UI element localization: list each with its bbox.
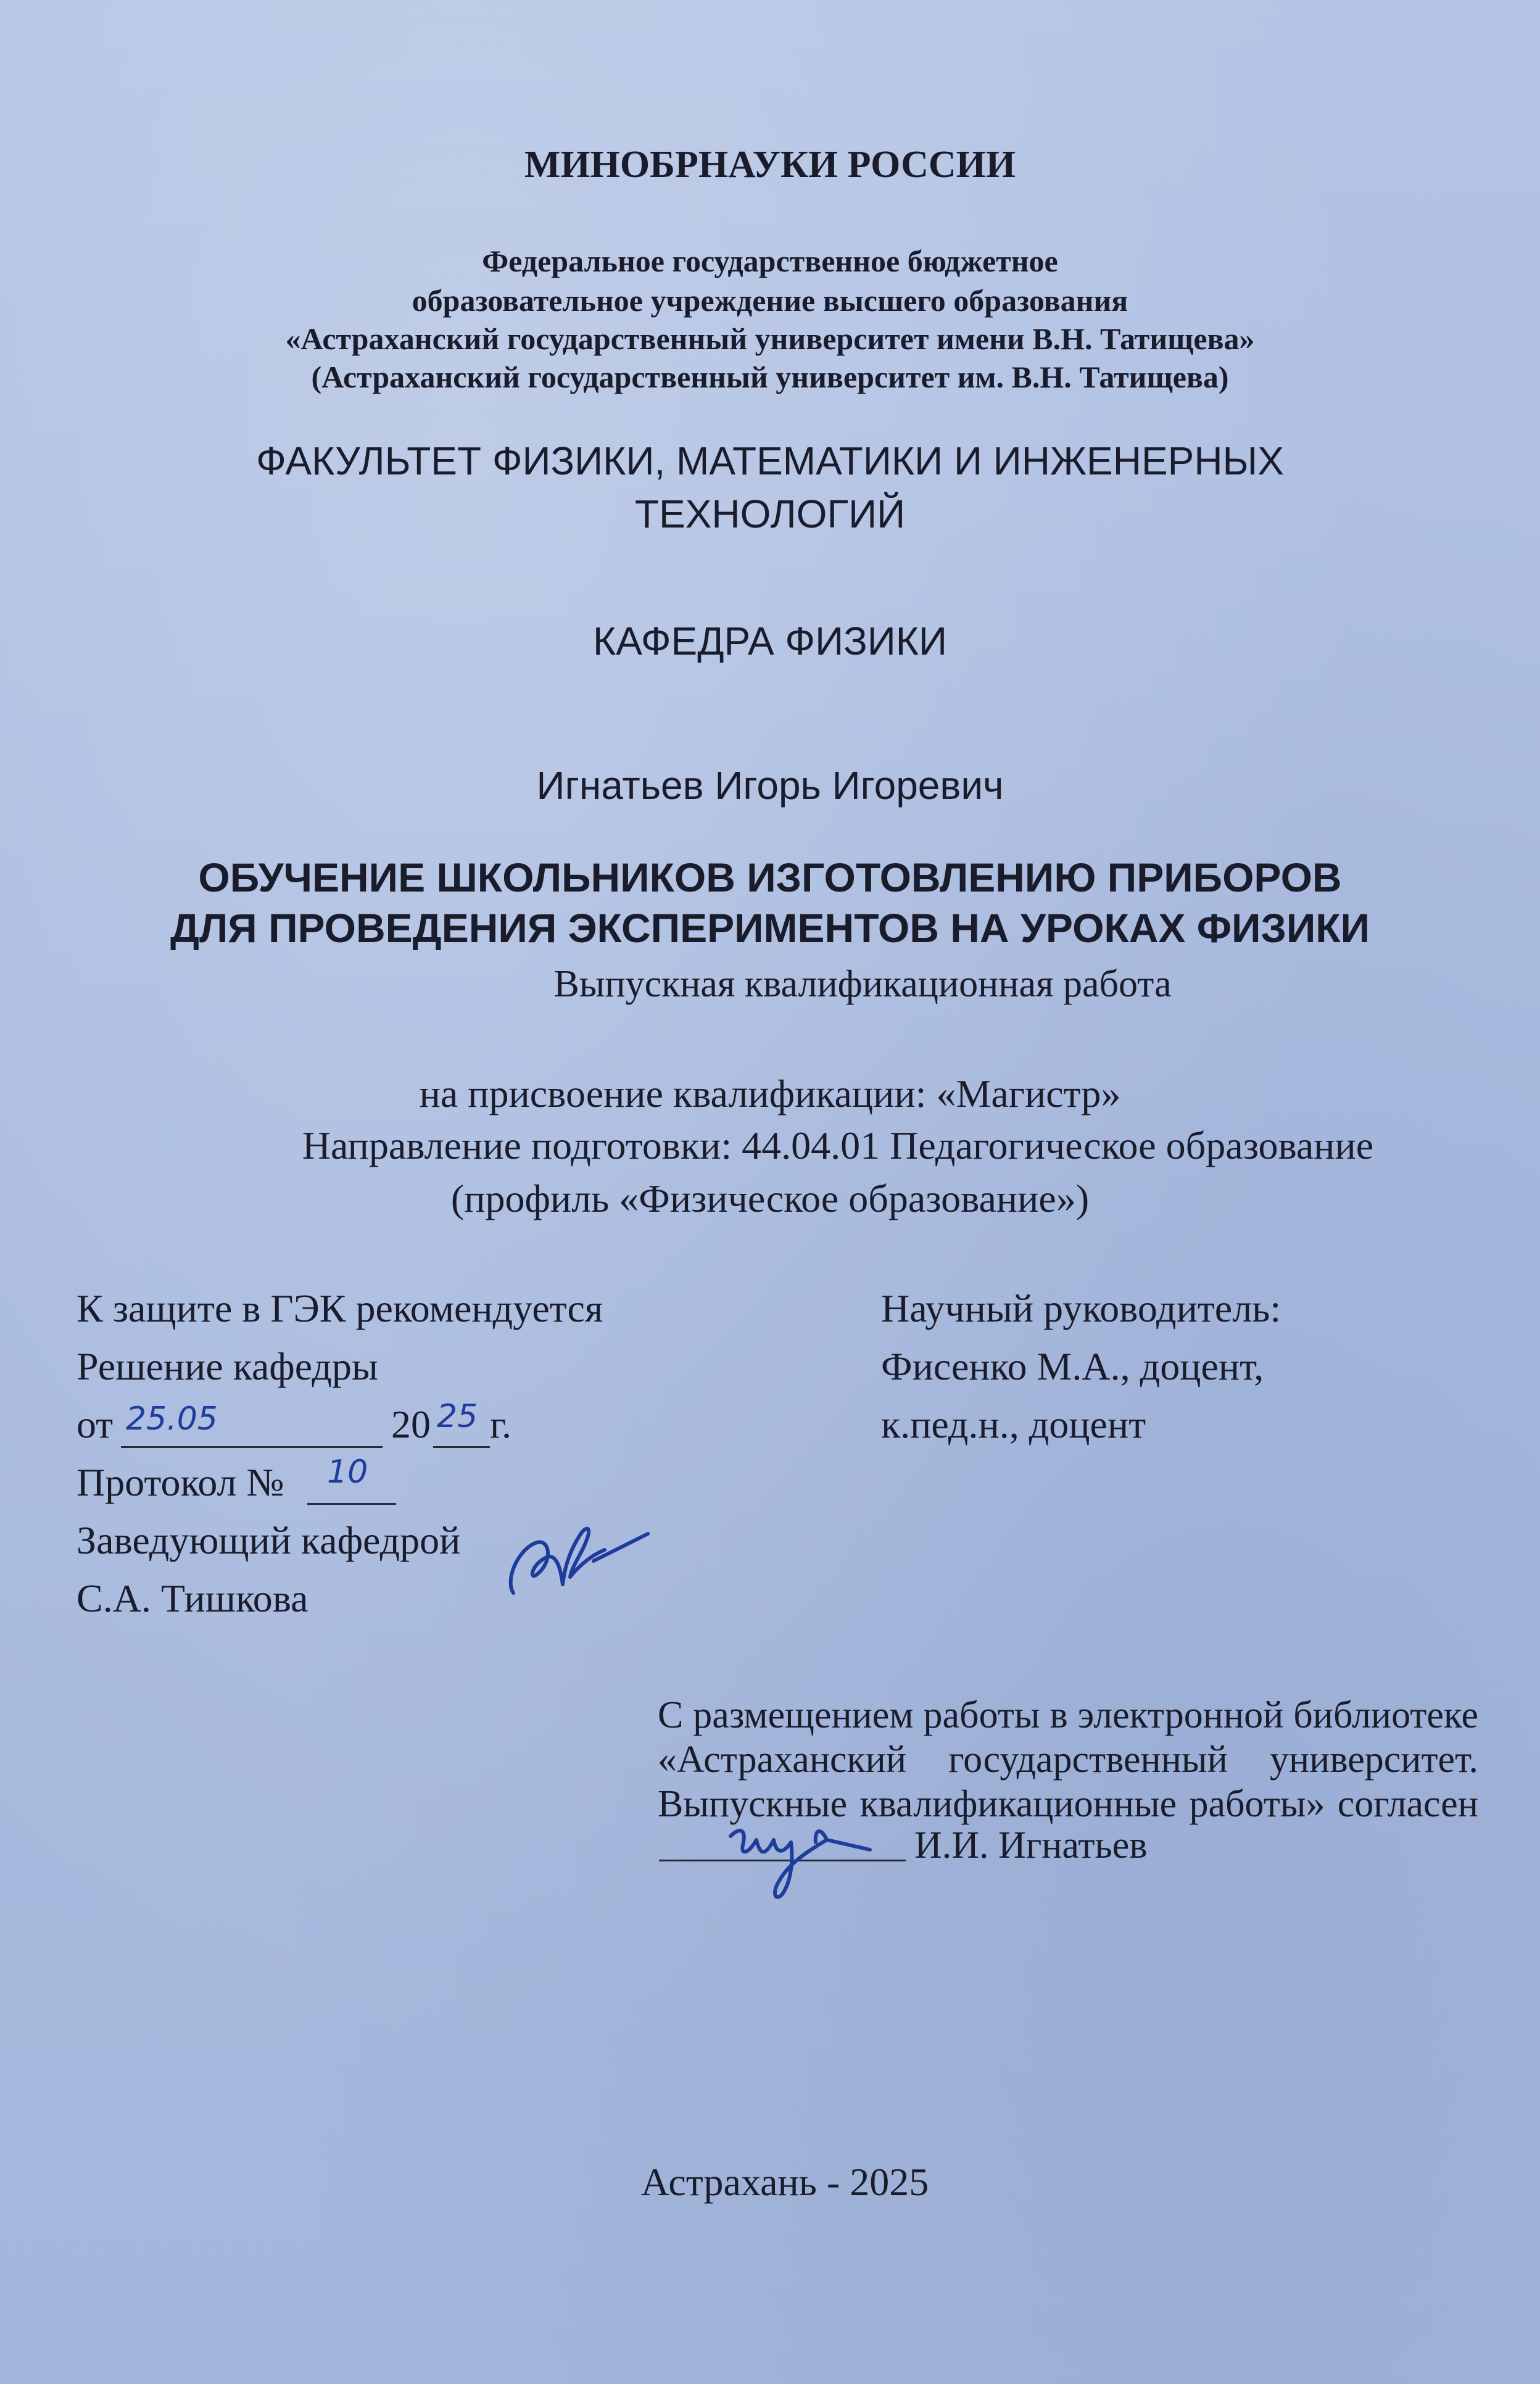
faculty-line: ФАКУЛЬТЕТ ФИЗИКИ, МАТЕМАТИКИ И ИНЖЕНЕРНЫХ: [256, 439, 1284, 483]
head-name: С.А. Тишкова: [77, 1576, 308, 1620]
handwritten-date: 25.05: [126, 1401, 218, 1438]
handwritten-protocol-number: 10: [327, 1454, 368, 1491]
year-prefix: 20: [391, 1402, 431, 1446]
consent-line: Выпускные квалификационные работы» согласен: [658, 1783, 1478, 1825]
date-underline: [121, 1446, 383, 1448]
institution-line: образовательное учреждение высшего образования: [412, 283, 1128, 318]
institution-line: (Астраханский государственный университет им. В.Н. Татищева): [311, 360, 1229, 394]
handwritten-year: 25: [437, 1398, 478, 1435]
thesis-title-line: ДЛЯ ПРОВЕДЕНИЯ ЭКСПЕРИМЕНТОВ НА УРОКАХ ФИЗИКИ: [170, 905, 1370, 951]
protocol-label: Протокол №: [77, 1460, 284, 1504]
department-title: КАФЕДРА ФИЗИКИ: [593, 619, 947, 663]
consent-line: «Астраханский государственный университет.: [658, 1739, 1478, 1781]
head-label: Заведующий кафедрой: [77, 1518, 461, 1562]
consent-line: С размещением работы в электронной библиотеке: [658, 1694, 1478, 1736]
faculty-line: ТЕХНОЛОГИЙ: [634, 492, 906, 536]
training-direction: Направление подготовки: 44.04.01 Педагогическое образование: [302, 1124, 1374, 1167]
qualification: на присвоение квалификации: «Магистр»: [419, 1072, 1121, 1115]
institution-line: Федеральное государственное бюджетное: [482, 244, 1058, 278]
year-suffix: г.: [490, 1402, 512, 1446]
supervisor-degree: к.пед.н., доцент: [881, 1402, 1146, 1446]
year-underline: [433, 1446, 490, 1448]
author-signature: [722, 1802, 882, 1913]
ministry-title: МИНОБРНАУКИ РОССИИ: [524, 144, 1016, 186]
protocol-underline: [307, 1503, 396, 1505]
decision-text: Решение кафедры: [77, 1344, 378, 1388]
date-prefix: от: [77, 1402, 114, 1446]
work-type: Выпускная квалификационная работа: [553, 963, 1172, 1005]
supervisor-name: Фисенко М.А., доцент,: [881, 1344, 1264, 1388]
supervisor-label: Научный руководитель:: [881, 1286, 1281, 1330]
author-name: Игнатьев Игорь Игоревич: [536, 763, 1004, 808]
head-signature: [494, 1505, 654, 1610]
thesis-title-line: ОБУЧЕНИЕ ШКОЛЬНИКОВ ИЗГОТОВЛЕНИЮ ПРИБОРОВ: [198, 855, 1342, 900]
city-year: Астрахань - 2025: [640, 2160, 929, 2204]
recommend-text: К защите в ГЭК рекомендуется: [77, 1286, 603, 1330]
consent-signer: И.И. Игнатьев: [914, 1824, 1148, 1866]
profile: (профиль «Физическое образование»): [450, 1177, 1090, 1220]
institution-line: «Астраханский государственный университет имени В.Н. Татищева»: [285, 321, 1255, 356]
